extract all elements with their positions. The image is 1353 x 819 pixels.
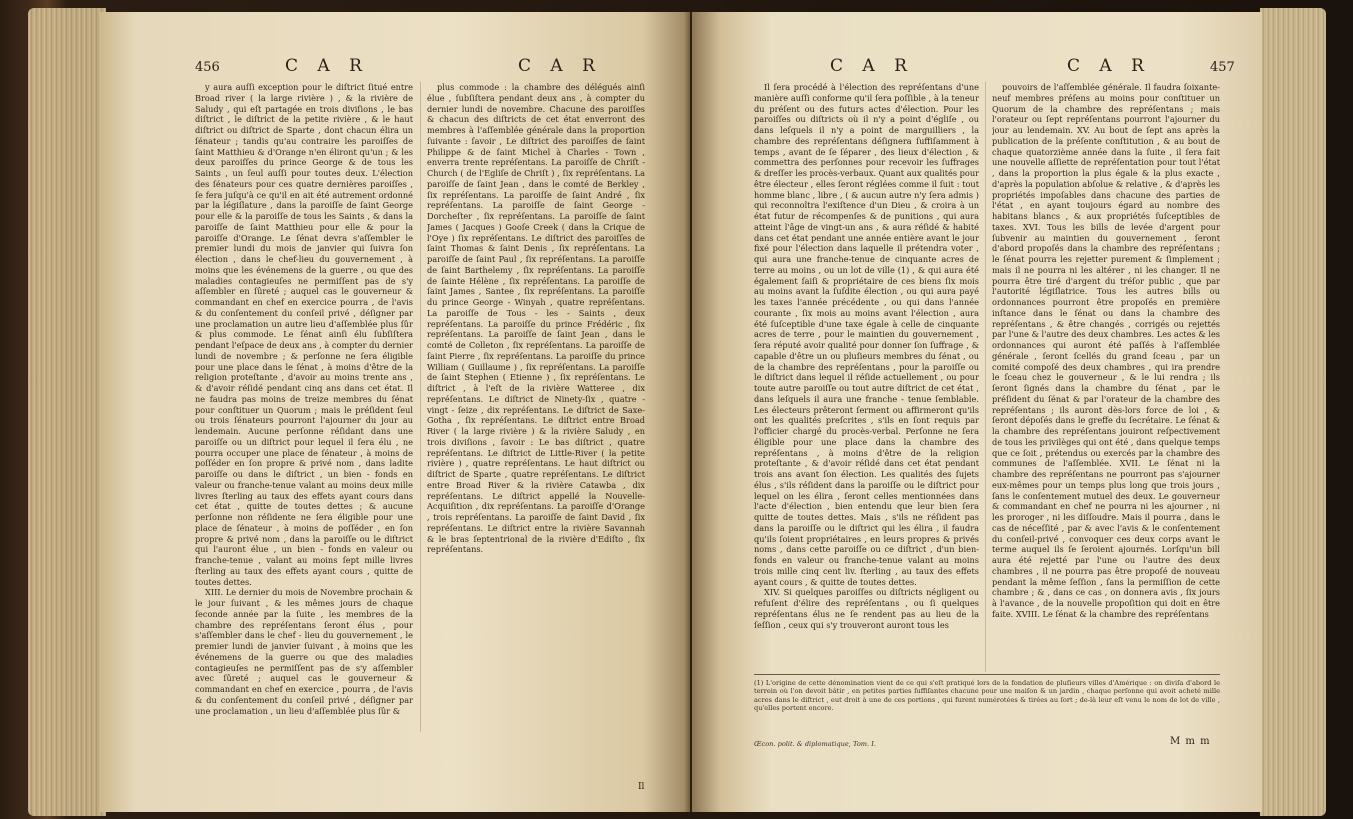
footnote: (1) L'origine de cette dénomination vient de ce qui s'eſt pratiqué lors de la fondation de pluſieurs villes d'Amérique : on diviſa d'abord le terrein où l'on devoit bâtir , en petites parties ſuffiſantes chacune pour une maiſon & un jardin , chaque perſonne qui avoit acheté mille acres dans le diſtrict , eut droit à une de ces portions , qui furent numérotées & tirées au ſort ; de-là leur eſt venu le nom de lot de ville , qu'elles portent encore.	[754, 679, 1220, 713]
left-page	[100, 12, 690, 812]
left-page-column-1	[195, 82, 413, 787]
right-col1-paragraph-xiv: XIV. Si quelques paroiſſes ou diſtricts négligent ou refuſent d'élire des repréſentans , ou ſi quelques repréſentans élus ne ſe rendent pas au lieu de la ſeſſion , ceux qui s'y trouveront auront tous les	[754, 587, 979, 630]
left-col1-paragraph-xiii: XIII. Le dernier du mois de Novembre prochain & le jour ſuivant , & les mêmes jours de chaque ſeconde année par la ſuite , les membres de la chambre des repréſentans ſeront élus , pour s'aſſembler dans le chef - lieu du gouvernement , le premier lundi de janvier ſuivant , à moins que les événemens de la guerre ou que des maladies contagieuſes ne permiſſent pas de s'y aſſembler avec ſûreté ; auquel cas le gouverneur & commandant en chef en exercice , pourra , de l'avis & du conſentement du conſeil privé , déſigner par une proclamation , un lieu d'aſſemblée plus ſûr &	[195, 587, 413, 716]
left-column-divider	[420, 82, 421, 732]
footnote-rule	[754, 674, 1220, 675]
right-page	[692, 12, 1262, 812]
right-page-column-1	[754, 82, 979, 672]
left-page-edges	[28, 8, 106, 816]
right-page-edges	[1260, 8, 1326, 816]
right-page-column-2	[992, 82, 1220, 672]
left-col1-paragraph: y aura auſſi exception pour le diſtrict ſitué entre Broad river ( la large rivière ) , & la rivière de Saludy , qui eſt partagée en trois diviſions , le bas diſtrict , le diſtrict de la petite rivière , & le haut diſtrict ou diſtrict de Sparte , dont chacun élira un ſénateur ; tandis qu'au contraire les paroiſſes de ſaint Matthieu & d'Orange n'en éliront qu'un ; & les deux paroiſſes du prince George & de tous les Saints , un ſeul auſſi pour toutes deux. L'élection des ſénateurs pour ces quatre dernières paroiſſes , ſe fera juſqu'à ce qu'il en ait été autrement ordonné par la légiſlature , dans la paroiſſe de ſaint George pour elle & la paroiſſe de tous les Saints , & dans la paroiſſe de ſaint Matthieu pour elle & pour la paroiſſe d'Orange. Le ſénat devra s'aſſembler le premier lundi du mois de janvier qui ſuivra ſon élection , dans le chef-lieu du gouvernement , à moins que les événemens de la guerre , ou que des maladies contagieuſes ne permiſſent pas de s'y aſſembler en ſûreté ; auquel cas le gouverneur & commandant en chef en exercice pourra , de l'avis & du conſentement du conſeil privé , déſigner par une proclamation un autre lieu d'aſſemblée plus ſûr & plus commode. Le ſénat ainſi élu ſubſiſtera pendant l'eſpace de deux ans , à compter du dernier lundi de novembre ; & perſonne ne ſera éligible pour une place dans le ſénat , à moins d'être de la religion proteſtante , d'avoir au moins trente ans , & d'avoir réſidé pendant cinq ans dans cet état. Il ne faudra pas moins de treize membres du ſénat pour conſtituer un Quorum ; mais le préſident ſeul ou trois ſénateurs pourront l'ajourner du jour au lendemain. Aucune perſonne réſidant dans une paroiſſe ou un diſtrict pour lequel il ſera élu , ne pourra occuper une place de ſénateur , à moins de poſſéder en ſon propre & privé nom , dans ladite paroiſſe ou dans le diſtrict , un bien - fonds en valeur ou franche-tenue valant au moins deux mille livres ſterling au taux des effets ayant cours dans cet état , quitte de toutes dettes ; & aucune perſonne non réſidente ne ſera éligible pour une place de ſénateur , à moins de poſſéder , en ſon propre & privé nom , dans la paroiſſe ou le diſtrict qui l'auront élue , un bien - fonds en valeur ou franche-tenue , valant au moins ſept mille livres ſterling au taux des effets ayant cours , quitte de toutes dettes.	[195, 82, 413, 587]
left-page-column-2	[427, 82, 645, 787]
left-running-head-1: C A R	[285, 56, 369, 76]
right-col1-paragraph: Il ſera procédé à l'élection des repréſentans d'une manière auſſi conforme qu'il ſera poſſible , à la teneur du préſent ou des futurs actes d'élection. Pour les paroiſſes ou diſtricts où il n'y a point d'égliſe , ou dans leſquels il n'y a point de marguilliers , la chambre des repréſentans déſignera ſuffiſamment à temps , avant de ſe ſéparer , des lieux d'élection , & commettra des perſonnes pour recevoir les ſuffrages & dreſſer les procès-verbaux. Quant aux qualités pour être électeur , elles ſeront réglées comme il ſuit : tout homme blanc , libre , ( & aucun autre n'y ſera admis ) qui reconnoîtra l'exiſtence d'un Dieu , & croira à un état futur de récompenſes & de punitions , qui aura atteint l'âge de vingt-un ans , & aura réſidé & habité dans cet état pendant une année entière avant le jour fixé pour l'élection dans laquelle il prétendra voter , qui aura une franche-tenue de cinquante acres de terre au moins , ou un lot de ville (1) , & qui aura été également ſaiſi & propriétaire de ces biens ſix mois au moins avant la ſuſdite élection , ou qui aura payé les taxes l'année précédente , ou qui dans l'année courante , ſix mois au moins avant l'élection , aura été ſuſceptible d'une taxe égale à celle de cinquante acres de terre , pour le maintien du gouvernement , ſera réputé avoir qualité pour donner ſon ſuffrage , & capable d'être un ou pluſieurs membres du ſénat , ou de la chambre des repréſentans , pour la paroiſſe ou le diſtrict dans lequel il réſide actuellement , ou pour toute autre paroiſſe ou tout autre diſtrict de cet état , dans leſquels il aura une franche - tenue ſemblable. Les électeurs prêteront ſerment ou affirmeront qu'ils ont les qualités preſcrites , s'ils en ſont requis par l'officier chargé du procès-verbal. Perſonne ne ſera éligible pour une place dans la chambre des repréſentans , à moins d'être de la religion proteſtante , & d'avoir réſidé dans cet état pendant trois ans avant ſon élection. Les qualités des ſujets élus , s'ils réſident dans la paroiſſe ou le diſtrict pour lequel on les élira , ſeront celles mentionnées dans l'acte d'élection , bien entendu que leur bien ſera quitte de toutes dettes. Mais , s'ils ne réſident pas dans la paroiſſe ou le diſtrict qui les élira , il faudra qu'ils ſoient propriétaires , en leurs propres & privés noms , dans cette paroiſſe ou ce diſtrict , d'un bien-fonds en valeur ou franche-tenue valant au moins trois mille cinq cent liv. ſterling , au taux des effets ayant cours , & quitte de toutes dettes.	[754, 82, 979, 587]
right-running-head-2: C A R	[1067, 56, 1151, 76]
right-page-number: 457	[1210, 60, 1235, 75]
left-col2-paragraph: plus commode : la chambre des délégués ainſi élue , ſubſiſtera pendant deux ans , à compter du dernier lundi de novembre. Chacune des paroiſſes & chacun des diſtricts de cet état enverront des membres à l'aſſemblée générale dans la proportion ſuivante : ſavoir , Le diſtrict des paroiſſes de ſaint Philippe & de ſaint Michel à Charles - Town , enverra trente repréſentans. La paroiſſe de Chriſt - Church ( de l'Egliſe de Chriſt ) , ſix repréſentans. La paroiſſe de ſaint Jean , dans le comté de Berkley , ſix repréſentans. La paroiſſe de ſaint André , ſix repréſentans. La paroiſſe de ſaint George - Dorcheſter , ſix repréſentans. La paroiſſe de ſaint James ( Jacques ) Gooſe Creek ( dans la Crique de l'Oye ) ſix repréſentans. Le diſtrict des paroiſſes de ſaint Thomas & ſaint Denis , ſix repréſentans. La paroiſſe de ſaint Paul , ſix repréſentans. La paroiſſe de ſaint Barthelemy , ſix repréſentans. La paroiſſe de ſainte Hélène , ſix repréſentans. La paroiſſe de ſaint James , Santee , ſix repréſentans. La paroiſſe du prince George - Winyah , quatre repréſentans. La paroiſſe de Tous - les - Saints , deux repréſentans. La paroiſſe du prince Frédéric , ſix repréſentans. La paroiſſe de ſaint Jean , dans le comté de Colleton , ſix repréſentans. La paroiſſe de ſaint Pierre , ſix repréſentans. La paroiſſe du prince William ( Guillaume ) , ſix repréſentans. La paroiſſe de ſaint Stephen ( Etienne ) , ſix repréſentans. Le diſtrict , à l'eſt de la rivière Watteree , dix repréſentans. Le diſtrict de Ninety-ſix , quatre - vingt - ſeize , dix repréſentans. Le diſtrict de Saxe-Gotha , ſix repréſentans. Le diſtrict entre Broad River ( la large rivière ) & la rivière Saludy , en trois diviſions , ſavoir : Le bas diſtrict , quatre repréſentans. Le diſtrict de Little-River ( la petite rivière ) , quatre repréſentans. Le haut diſtrict ou diſtrict de Sparte , quatre repréſentans. Le diſtrict entre Broad River & la rivière Catawba , dix repréſentans. Le diſtrict appellé la Nouvelle-Acquiſition , dix repréſentans. La paroiſſe d'Orange , trois repréſentans. La paroiſſe de ſaint David , ſix repréſentans. Le diſtrict entre la rivière Savannah & le bras ſeptentrional de la rivière d'Ediſto , ſix repréſentans.	[427, 82, 645, 555]
signature-mark: M m m	[1170, 736, 1211, 747]
right-running-head-1: C A R	[830, 56, 914, 76]
left-running-head-2: C A R	[518, 56, 602, 76]
left-page-number: 456	[195, 60, 220, 75]
left-catchword: Il	[638, 782, 645, 792]
book-footer: Œcon. polit. & diplomatique, Tom. I.	[754, 740, 876, 748]
right-column-divider	[985, 82, 986, 672]
right-col2-paragraph: pouvoirs de l'aſſemblée générale. Il faudra ſoixante-neuf membres préſens au moins pour conſtituer un Quorum de la chambre des repréſentans ; mais l'orateur ou ſept repréſentans pourront l'ajourner du jour au lendemain. XV. Au bout de ſept ans après la publication de la préſente conſtitution , & au bout de chaque quatorzième année dans la ſuite , il ſera fait une nouvelle aſſiette de repréſentation pour tout l'état , dans la proportion la plus égale & la plus exacte , d'après la population abſolue & relative , & d'après les propriétés impoſables dans chacune des parties de l'état , en ayant toujours égard au nombre des habitans blancs , & aux propriétés ſuſceptibles de taxes. XVI. Tous les bills de levée d'argent pour ſubvenir au maintien du gouvernement , ſeront d'abord propoſés dans la chambre des repréſentans ; le ſénat pourra les rejetter purement & ſimplement ; mais il ne pourra ni les altérer , ni les changer. Il ne pourra être tiré d'argent du tréſor public , que par l'autorité légiſlatrice. Tous les autres bills ou ordonnances pourront être propoſés en première inſtance dans le ſénat ou dans la chambre des repréſentans , & être changés , corrigés ou rejettés par l'une & l'autre des deux chambres. Les actes & les ordonnances qui auront été paſſés à l'aſſemblée générale , ſeront ſcellés du grand ſceau , par un comité compoſé des deux chambres , qui ira prendre le ſceau chez le gouverneur , & le lui rendra ; ils ſeront ſignés dans la chambre du ſénat , par le préſident du ſénat & par l'orateur de la chambre des repréſentans ; ils auront dès-lors force de loi , & ſeront dépoſés dans le greffe du ſecrétaire. Le ſénat & la chambre des repréſentans jouiront reſpectivement de tous les privilèges qui ont été , dans quelque temps que ce ſoit , prétendus ou exercés par la chambre des communes de l'aſſemblée. XVII. Le ſénat ni la chambre des repréſentans ne pourront pas s'ajourner eux-mêmes pour un temps plus long que trois jours , ſans le conſentement mutuel des deux. Le gouverneur & commandant en chef ne pourra ni les ajourner , ni les proroger , ni les diſſoudre. Mais il pourra , dans le cas de néceſſité , par & avec l'avis & le conſentement du conſeil-privé , convoquer ces deux corps avant le terme auquel ils ſe ſeroient ajournés. Lorſqu'un bill aura été rejetté par l'une ou l'autre des deux chambres , il ne pourra pas être propoſé de nouveau pendant la même ſeſſion , ſans la permiſſion de cette chambre ; & , dans ce cas , on donnera avis , ſix jours à l'avance , de la nouvelle propoſition qui doit en être faite. XVIII. Le ſénat & la chambre des repréſentans	[992, 82, 1220, 619]
